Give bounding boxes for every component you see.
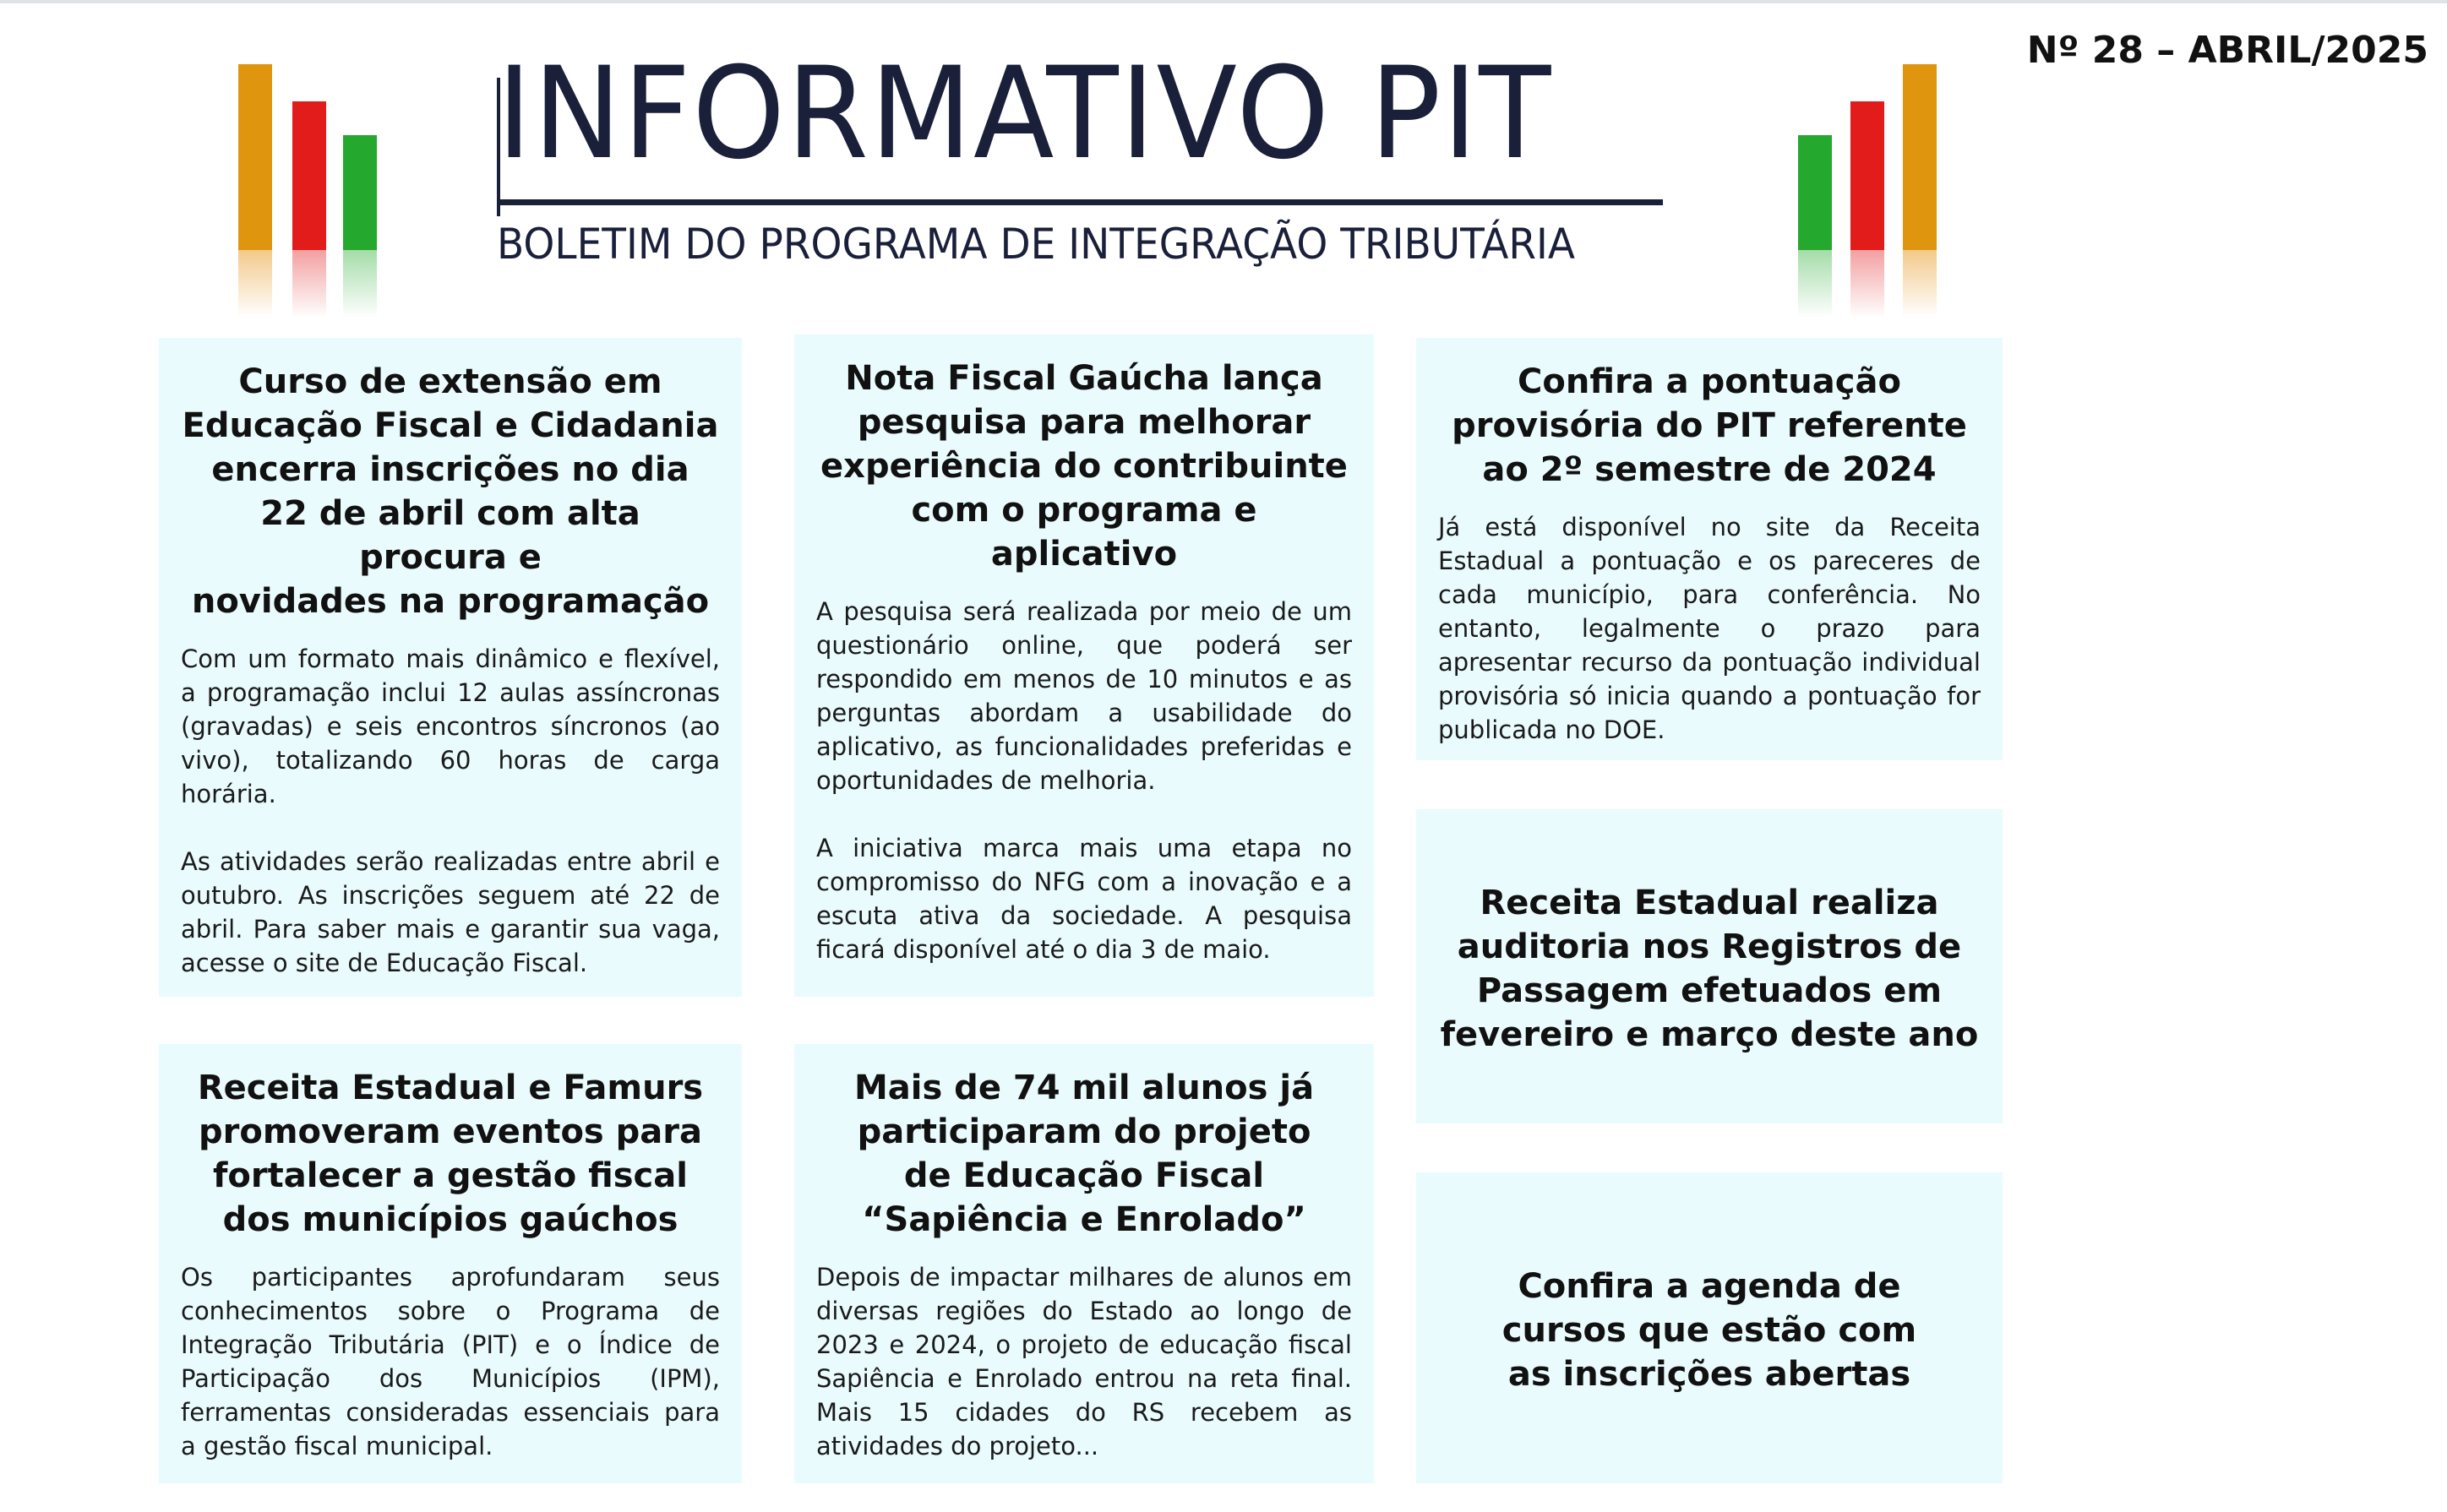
article-paragraph: A pesquisa será realizada por meio de um questionário online, que poderá ser respondido em menos de 10 minutos e as perguntas abordam a usabilidade do aplicativo, as funcionalidades preferidas e oportunidades de melhoria. bbox=[816, 597, 1352, 795]
article-paragraph: As atividades serão realizadas entre abril e outubro. As inscrições seguem até 22 de abril. Para saber mais e garantir sua vaga, acesse o site de Educação Fiscal. bbox=[181, 847, 720, 977]
bars-reflection bbox=[238, 250, 382, 318]
article-title[interactable]: Nota Fiscal Gaúcha lança pesquisa para melhorar experiência do contribuinte com o programa e aplicativo bbox=[820, 359, 1348, 574]
article-paragraph: Os participantes aprofundaram seus conhecimentos sobre o Programa de Integração Tributária (PIT) e o Índice de Participação dos Municípios (IPM), ferramentas consideradas essenciais para a gestão fiscal municipal. bbox=[181, 1263, 720, 1460]
article-title[interactable]: Receita Estadual e Famurs promoveram eventos para fortalecer a gestão fiscal dos municípios gaúchos bbox=[197, 1069, 704, 1239]
logo-bars-right bbox=[1793, 64, 1937, 318]
article-title[interactable]: Confira a pontuação provisória do PIT referente ao 2º semestre de 2024 bbox=[1452, 362, 1967, 489]
reflection-green bbox=[343, 250, 377, 318]
article-paragraph: A iniciativa marca mais uma etapa no compromisso do NFG com a inovação e a escuta ativa da sociedade. A pesquisa ficará disponível até o dia 3 de maio. bbox=[816, 834, 1352, 964]
article-title[interactable]: Confira a agenda de cursos que estão com as inscrições abertas bbox=[1501, 1267, 1917, 1394]
reflection-orange bbox=[238, 250, 272, 318]
bars-reflection bbox=[1793, 250, 1937, 318]
issue-number: Nº 28 – ABRIL/2025 bbox=[2026, 29, 2428, 72]
reflection-green bbox=[1798, 250, 1832, 318]
article-paragraph: Já está disponível no site da Receita Estadual a pontuação e os pareceres de cada município, para conferência. No entanto, legalmente o prazo para apresentar recurso da pontuação individual provisória só inicia quando a pontuação for publicada no DOE. bbox=[1438, 513, 1981, 744]
top-border bbox=[0, 0, 2447, 3]
bar-green bbox=[1798, 135, 1832, 250]
article-paragraph: Com um formato mais dinâmico e flexível, a programação inclui 12 aulas assíncronas (gravadas) e seis encontros síncronos (ao vivo), totalizando 60 horas de carga horária. bbox=[181, 645, 720, 808]
article-card-agenda[interactable] bbox=[1416, 1172, 2003, 1483]
reflection-orange bbox=[1903, 250, 1937, 318]
bar-red bbox=[292, 101, 326, 250]
bar-red bbox=[1850, 101, 1884, 250]
article-card-nfg[interactable] bbox=[794, 334, 1374, 997]
masthead-title: INFORMATIVO PIT bbox=[497, 41, 1553, 188]
article-title[interactable]: Receita Estadual realiza auditoria nos Registros de Passagem efetuados em fevereiro e março deste ano bbox=[1440, 884, 1979, 1054]
reflection-red bbox=[1850, 250, 1884, 318]
bar-orange bbox=[238, 64, 272, 250]
logo-bars-left bbox=[238, 64, 382, 318]
bar-orange bbox=[1903, 64, 1937, 250]
reflection-red bbox=[292, 250, 326, 318]
article-title[interactable]: Curso de extensão em Educação Fiscal e Cidadania encerra inscrições no dia 22 de abril com alta procura e novidades na programação bbox=[182, 362, 719, 621]
article-card-pontuacao[interactable] bbox=[1416, 338, 2003, 760]
article-card-curso[interactable] bbox=[159, 338, 742, 997]
masthead-rule bbox=[497, 199, 1663, 205]
article-card-auditoria[interactable] bbox=[1416, 809, 2003, 1123]
article-title[interactable]: Mais de 74 mil alunos já participaram do projeto de Educação Fiscal “Sapiência e Enrolado” bbox=[853, 1069, 1315, 1239]
article-card-famurs[interactable] bbox=[159, 1044, 742, 1483]
article-card-sapiencia[interactable] bbox=[794, 1044, 1374, 1483]
masthead-subtitle: BOLETIM DO PROGRAMA DE INTEGRAÇÃO TRIBUTÁRIA bbox=[497, 220, 1576, 269]
bar-green bbox=[343, 135, 377, 250]
article-paragraph: Depois de impactar milhares de alunos em diversas regiões do Estado ao longo de 2023 e 2024, o projeto de educação fiscal Sapiência e Enrolado entrou na reta final. Mais 15 cidades do RS recebem as atividades do projeto... bbox=[816, 1263, 1352, 1460]
